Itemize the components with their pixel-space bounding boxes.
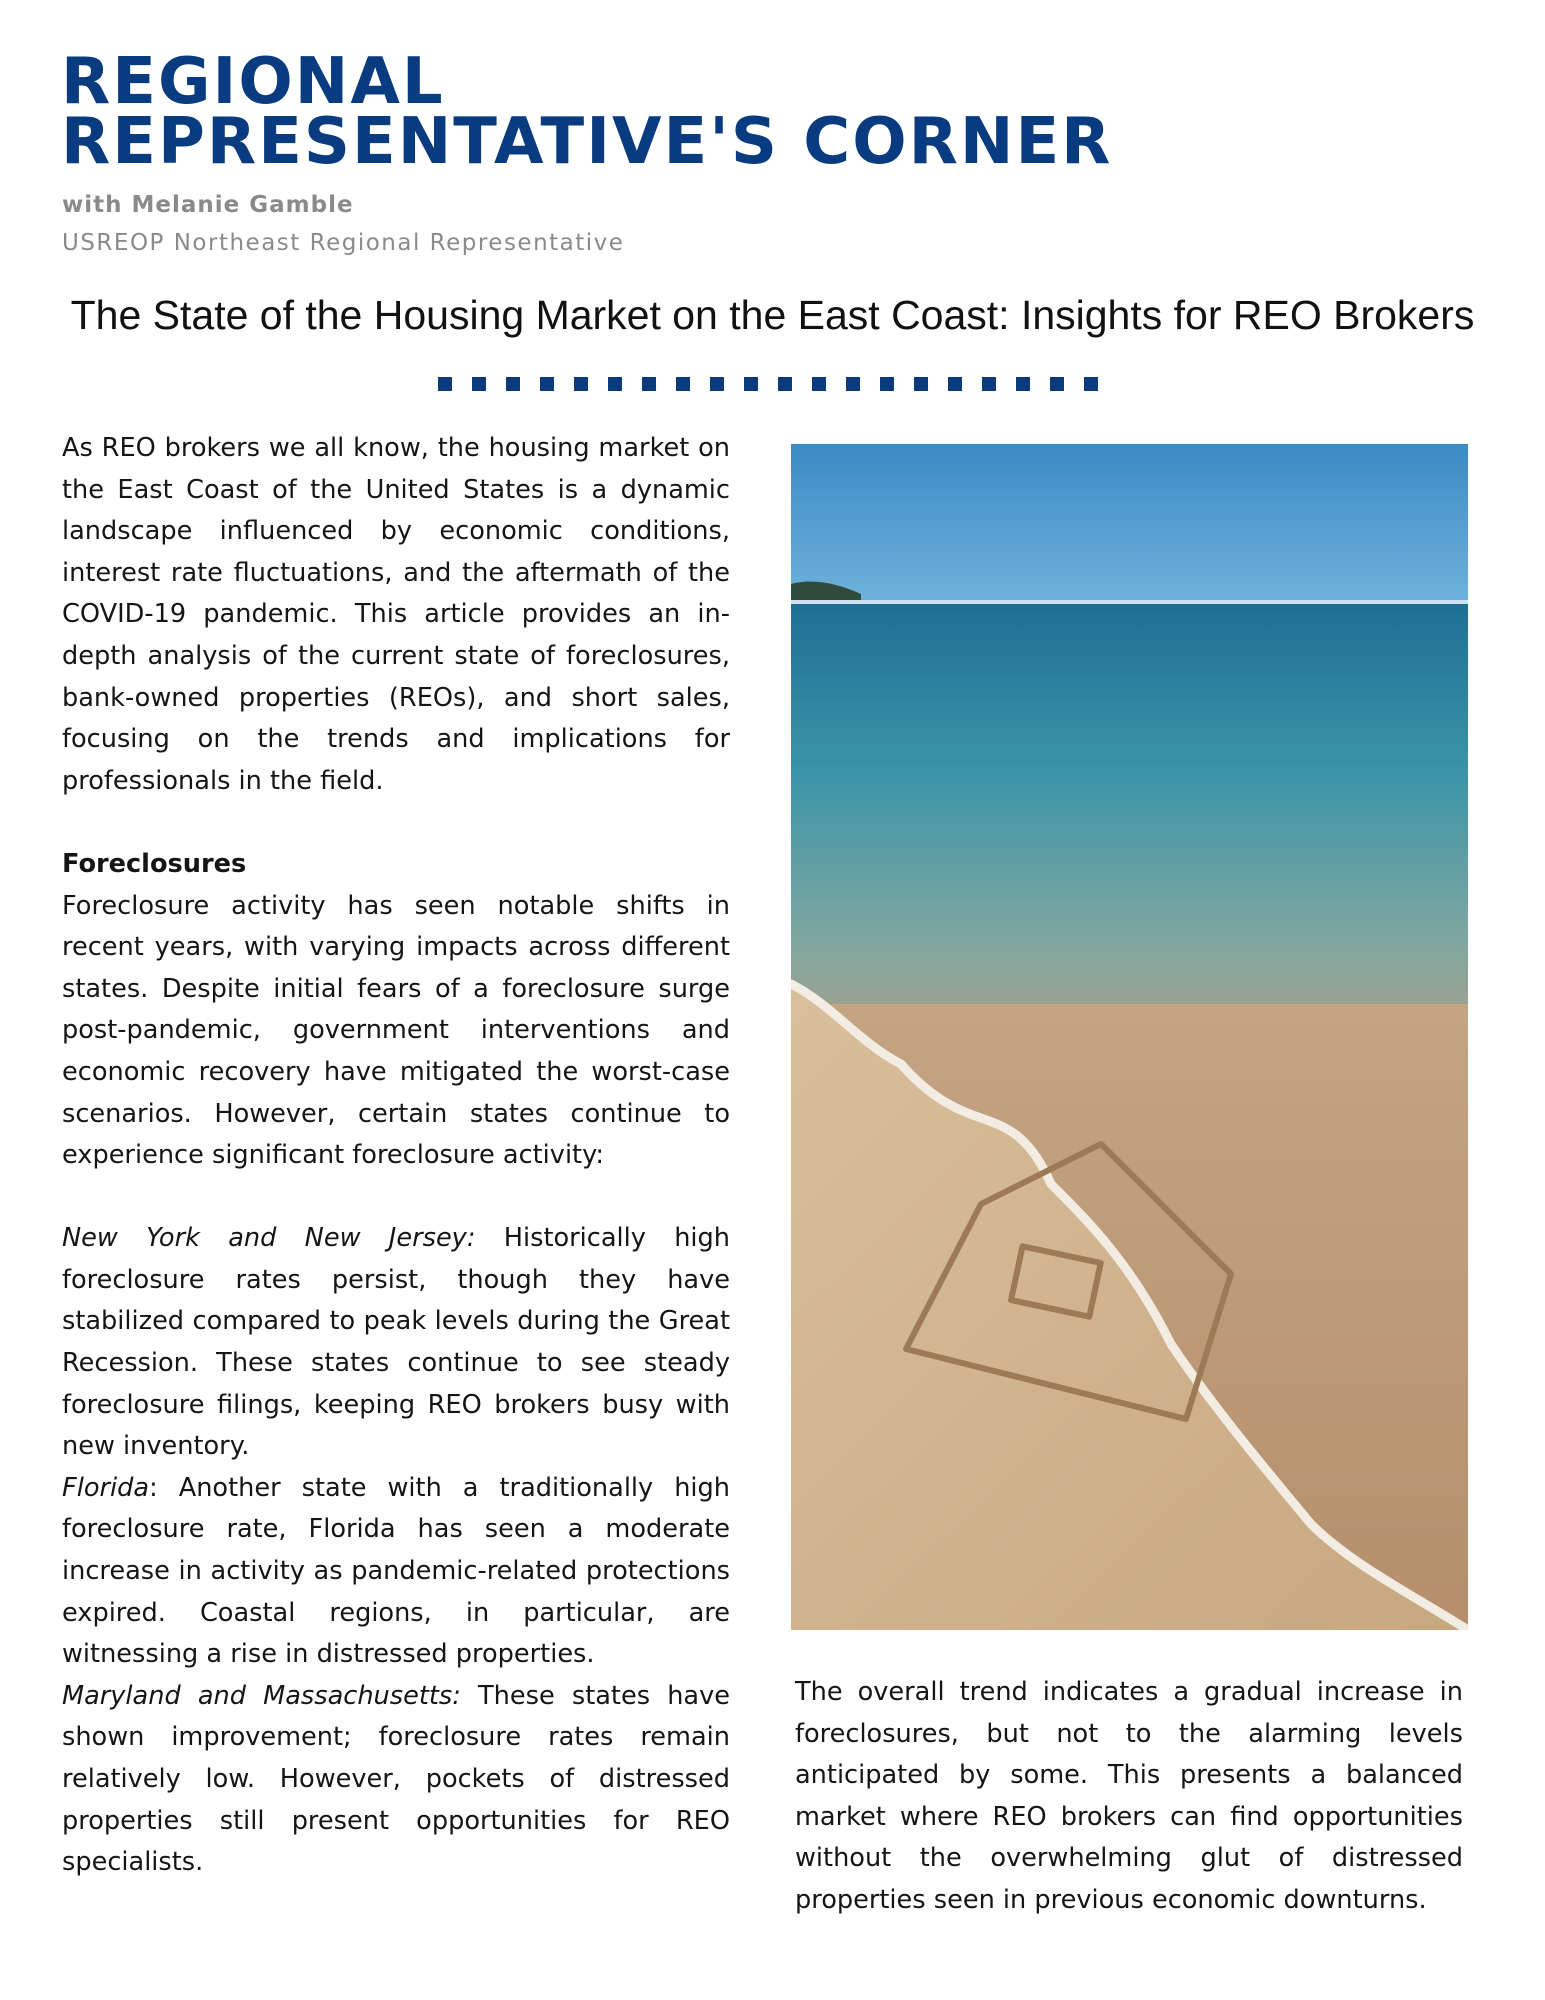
florida-label: Florida	[62, 1472, 150, 1503]
beach-house-photo	[791, 444, 1468, 1630]
foreclosures-paragraph: Foreclosure activity has seen notable shifts in recent years, with varying impacts across different states. Despite initial fears of a foreclosure surge post-pandemic, government interventions and economic recovery have mitigated the worst-case scenarios. However, certain states continue to experience significant foreclosure activity:	[62, 890, 730, 1171]
florida-paragraph	[62, 1468, 730, 1676]
overall-trend-paragraph: The overall trend indicates a gradual increase in foreclosures, but not to the alarming levels anticipated by some. This presents a balanced market where REO brokers can find opportunities without the overwhelming glut of distressed properties seen in previous economic downturns.	[795, 1677, 1463, 1915]
byline: with Melanie Gamble	[62, 192, 354, 218]
ny-nj-label: New York and New Jersey:	[62, 1223, 476, 1254]
ny-nj-paragraph	[62, 1218, 730, 1468]
masthead	[61, 45, 1113, 179]
right-column	[795, 1672, 1463, 1922]
ny-nj-text: Historically high foreclosure rates persist, though they have stabilized compared to peak levels during the Great Recession. These states continue to see steady foreclosure filings, keeping REO brokers busy with new inventory.	[62, 1223, 730, 1462]
article-title: The State of the Housing Market on the East Coast: Insights for REO Brokers	[70, 292, 1475, 338]
left-column	[62, 428, 730, 1884]
md-ma-paragraph	[62, 1676, 730, 1884]
masthead-line-2: REPRESENTATIVE'S CORNER	[61, 105, 1113, 179]
dotted-divider	[438, 377, 1098, 391]
md-ma-text: These states have shown improvement; foreclosure rates remain relatively low. However, pockets of distressed properties still present opportunities for REO specialists.	[62, 1680, 730, 1878]
florida-text: : Another state with a traditionally high foreclosure rate, Florida has seen a moderate increase in activity as pandemic-related protections expired. Coastal regions, in particular, are witnessing a rise in distressed properties.	[62, 1472, 730, 1670]
intro-paragraph: As REO brokers we all know, the housing market on the East Coast of the United States is a dynamic landscape influenced by economic conditions, interest rate fluctuations, and the aftermath of the COVID-19 pandemic. This article provides an in-depth analysis of the current state of foreclosures, bank-owned properties (REOs), and short sales, focusing on the trends and implications for professionals in the field.	[62, 433, 730, 796]
foreclosures-heading: Foreclosures	[62, 848, 247, 879]
author-role: USREOP Northeast Regional Representative	[62, 230, 625, 256]
md-ma-label: Maryland and Massachusetts:	[62, 1680, 461, 1711]
masthead-line-1: REGIONAL	[61, 45, 445, 119]
